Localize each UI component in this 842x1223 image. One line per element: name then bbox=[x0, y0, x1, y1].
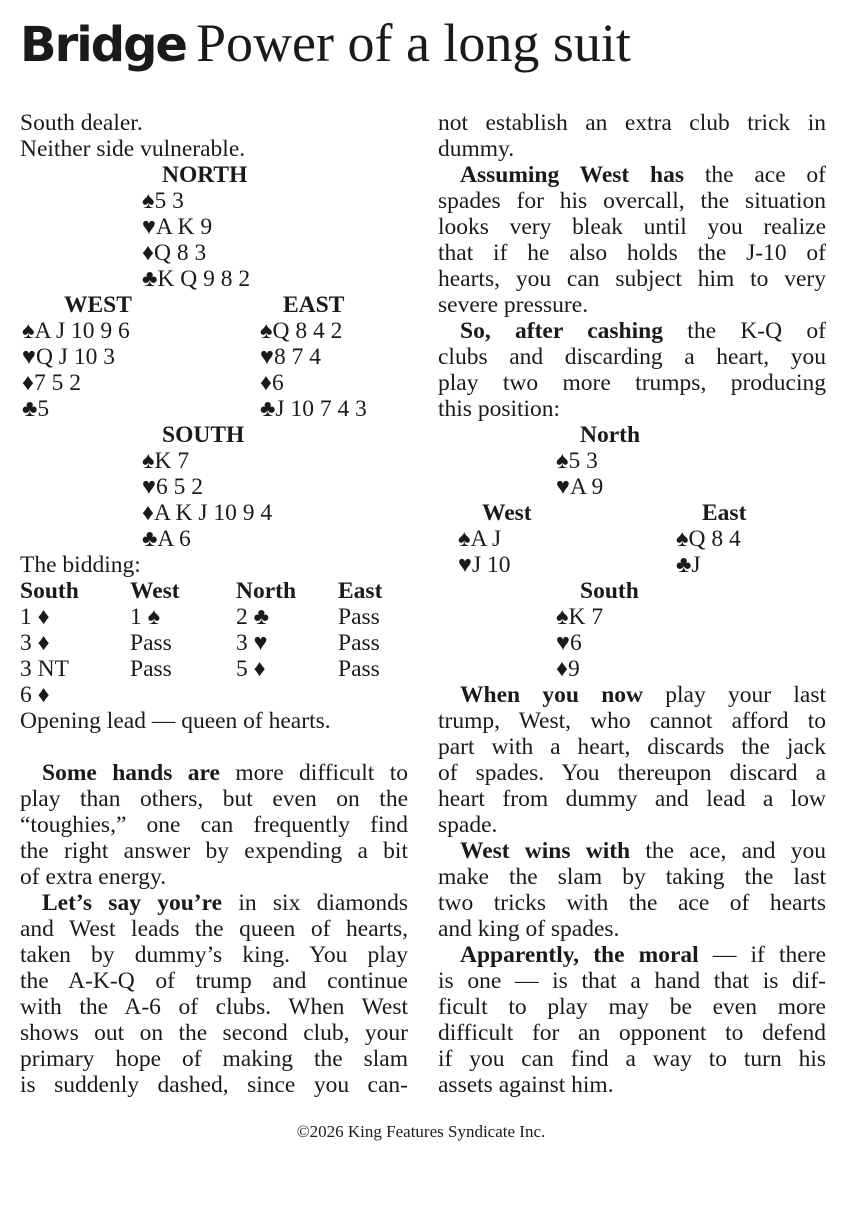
body-line: of spades. You thereupon discard a bbox=[438, 760, 826, 786]
west-hearts: ♥Q J 10 3 bbox=[22, 344, 115, 370]
position-north-spades: ♠5 3 bbox=[556, 448, 598, 474]
position-south-diamonds: ♦9 bbox=[556, 656, 580, 682]
lead-in: Some hands are bbox=[42, 760, 220, 786]
bidding-row bbox=[20, 682, 408, 708]
south-clubs: ♣A 6 bbox=[142, 526, 191, 552]
body-line: spades for his overcall, the situation bbox=[438, 188, 826, 214]
west-east-labels bbox=[20, 292, 408, 318]
bidding-row bbox=[20, 604, 408, 630]
body-line: primary hope of making the slam bbox=[20, 1046, 408, 1072]
lead-in: West wins with bbox=[460, 838, 631, 864]
east-spades: ♠Q 8 4 2 bbox=[260, 318, 343, 344]
position-east-clubs: ♣J bbox=[676, 552, 701, 578]
body-line: play than others, but even on the bbox=[20, 786, 408, 812]
body-line: shows out on the second club, your bbox=[20, 1020, 408, 1046]
east-diamonds: ♦6 bbox=[260, 370, 284, 396]
body-line: dummy. bbox=[438, 136, 515, 162]
bid-cell: Pass bbox=[338, 630, 380, 656]
lead-in: When you now bbox=[460, 682, 643, 708]
bidding-row bbox=[20, 630, 408, 656]
position-east-spades: ♠Q 8 4 bbox=[676, 526, 741, 552]
body-line: hearts, you can subject him to very bbox=[438, 266, 826, 292]
south-hearts: ♥6 5 2 bbox=[142, 474, 203, 500]
north-diamonds: ♦Q 8 3 bbox=[142, 240, 207, 266]
body-line: make the slam by taking the last bbox=[438, 864, 826, 890]
body-line: the right answer by expending a bit bbox=[20, 838, 408, 864]
west-east-hearts bbox=[20, 344, 408, 370]
position-south-spades: ♠K 7 bbox=[556, 604, 604, 630]
body-line: two tricks with the ace of hearts bbox=[438, 890, 826, 916]
bid-cell: Pass bbox=[130, 656, 172, 682]
bidding-header-row bbox=[20, 578, 408, 604]
bidding-header: North bbox=[236, 578, 297, 604]
bid-cell: Pass bbox=[130, 630, 172, 656]
north-spades: ♠5 3 bbox=[142, 188, 184, 214]
copyright-footer: ©2026 King Features Syndicate Inc. bbox=[296, 1122, 546, 1141]
body-line: with the A-6 of clubs. When West bbox=[20, 994, 408, 1020]
bid-cell: 3 ♦ bbox=[20, 630, 50, 656]
body-line: is suddenly dashed, since you can- bbox=[20, 1072, 408, 1098]
body-line: clubs and discarding a heart, you bbox=[438, 344, 826, 370]
west-clubs: ♣5 bbox=[22, 396, 50, 422]
body-line: spade. bbox=[438, 812, 498, 838]
opening-lead: Opening lead — queen of hearts. bbox=[20, 708, 331, 734]
body-line: trump, West, who cannot afford to bbox=[438, 708, 826, 734]
west-east-diamonds bbox=[20, 370, 408, 396]
west-diamonds: ♦7 5 2 bbox=[22, 370, 81, 396]
lead-in: Assuming West has bbox=[460, 162, 685, 188]
south-spades: ♠K 7 bbox=[142, 448, 190, 474]
body-line: looks very bleak until you realize bbox=[438, 214, 826, 240]
north-clubs: ♣K Q 9 8 2 bbox=[142, 266, 251, 292]
body-line: assets against him. bbox=[438, 1072, 614, 1098]
position-south-label: South bbox=[580, 578, 639, 604]
position-north-hearts: ♥A 9 bbox=[556, 474, 604, 500]
bid-cell: Pass bbox=[338, 604, 380, 630]
left-column bbox=[20, 110, 408, 1098]
lead-in: Apparently, the moral bbox=[460, 942, 699, 968]
bid-cell: 5 ♦ bbox=[236, 656, 266, 682]
body-line: if you can find a way to turn his bbox=[438, 1046, 826, 1072]
east-label: EAST bbox=[283, 292, 345, 318]
west-label: WEST bbox=[64, 292, 132, 318]
bid-cell: 1 ♦ bbox=[20, 604, 50, 630]
position-row-2 bbox=[438, 552, 826, 578]
body-line: and king of spades. bbox=[438, 916, 620, 942]
bidding-row bbox=[20, 656, 408, 682]
south-label: SOUTH bbox=[162, 422, 245, 448]
position-west-spades: ♠A J bbox=[458, 526, 502, 552]
vulnerability-line: Neither side vulnerable. bbox=[20, 136, 246, 162]
bidding-label: The bidding: bbox=[20, 552, 141, 578]
bid-cell: 2 ♣ bbox=[236, 604, 270, 630]
bid-cell: 1 ♠ bbox=[130, 604, 161, 630]
body-line: not establish an extra club trick in bbox=[438, 110, 826, 136]
body-line: severe pressure. bbox=[438, 292, 589, 318]
column-title: Power of a long suit bbox=[195, 13, 631, 73]
north-hearts: ♥A K 9 bbox=[142, 214, 213, 240]
dealer-line: South dealer. bbox=[20, 110, 143, 136]
body-line: taken by dummy’s king. You play bbox=[20, 942, 408, 968]
column-name: Bridge bbox=[20, 17, 186, 73]
west-spades: ♠A J 10 9 6 bbox=[22, 318, 130, 344]
body-line: ficult to play may be even more bbox=[438, 994, 826, 1020]
body-line: Let’s say you’re in six diamonds bbox=[42, 890, 408, 916]
body-line: of extra energy. bbox=[20, 864, 167, 890]
body-line: is one — is that a hand that is dif- bbox=[438, 968, 826, 994]
body-line: part with a heart, discards the jack bbox=[438, 734, 826, 760]
body-line: Assuming West has the ace of bbox=[460, 162, 827, 188]
south-diamonds: ♦A K J 10 9 4 bbox=[142, 500, 273, 526]
east-hearts: ♥8 7 4 bbox=[260, 344, 321, 370]
position-north-label: North bbox=[580, 422, 641, 448]
lead-in: Let’s say you’re bbox=[42, 890, 223, 916]
body-line: Some hands are more difficult to bbox=[42, 760, 408, 786]
body-line: play two more trumps, producing bbox=[438, 370, 826, 396]
body-line: heart from dummy and lead a low bbox=[438, 786, 826, 812]
east-clubs: ♣J 10 7 4 3 bbox=[260, 396, 367, 422]
bid-cell: 3 NT bbox=[20, 656, 69, 682]
column-header bbox=[20, 12, 631, 74]
body-line: West wins with the ace, and you bbox=[460, 838, 826, 864]
lead-in: So, after cashing bbox=[460, 318, 663, 344]
bid-cell: Pass bbox=[338, 656, 380, 682]
body-line: this position: bbox=[438, 396, 561, 422]
body-line: Apparently, the moral — if there bbox=[460, 942, 826, 968]
west-east-spades bbox=[20, 318, 408, 344]
body-line: When you now play your last bbox=[460, 682, 827, 708]
bidding-header: West bbox=[130, 578, 180, 604]
position-west-east-labels bbox=[438, 500, 826, 526]
body-line: that if he also holds the J-10 of bbox=[438, 240, 826, 266]
body-line: the A-K-Q of trump and continue bbox=[20, 968, 408, 994]
body-line: and West leads the queen of hearts, bbox=[20, 916, 408, 942]
bidding-header: South bbox=[20, 578, 79, 604]
body-line: difficult for an opponent to defend bbox=[438, 1020, 826, 1046]
position-south-hearts: ♥6 bbox=[556, 630, 582, 656]
bid-cell: 3 ♥ bbox=[236, 630, 268, 656]
position-west-hearts: ♥J 10 bbox=[458, 552, 511, 578]
body-line: So, after cashing the K-Q of bbox=[460, 318, 827, 344]
north-label: NORTH bbox=[162, 162, 248, 188]
position-east-label: East bbox=[702, 500, 747, 526]
bidding-header: East bbox=[338, 578, 383, 604]
paragraph-gap bbox=[20, 734, 408, 760]
position-spades-row bbox=[438, 526, 826, 552]
body-line: “toughies,” one can frequently find bbox=[20, 812, 408, 838]
position-west-label: West bbox=[482, 500, 532, 526]
west-east-clubs bbox=[20, 396, 408, 422]
right-column bbox=[438, 110, 826, 1098]
bid-cell: 6 ♦ bbox=[20, 682, 50, 708]
